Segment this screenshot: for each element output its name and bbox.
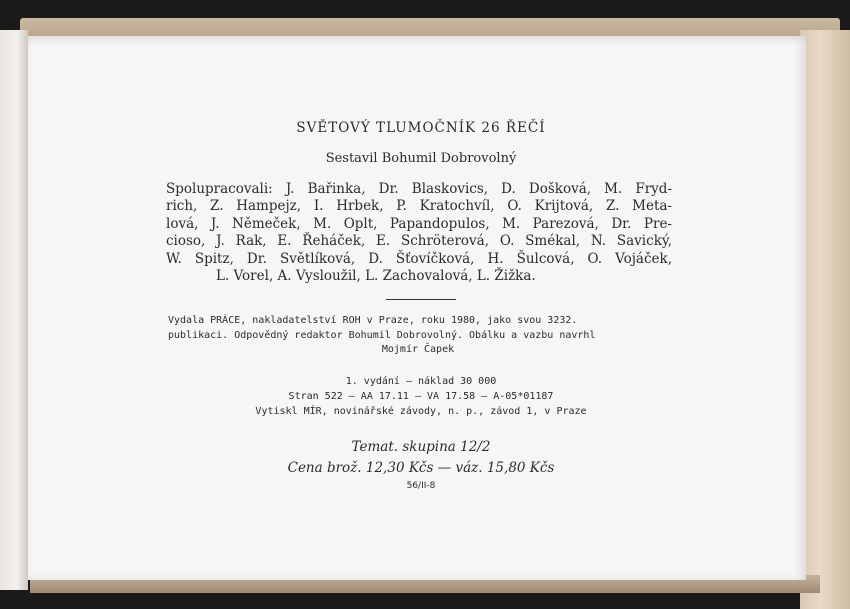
publisher-line: Vydala PRÁCE, nakladatelství ROH v Praze, roku 1980, jako svou 3232.	[168, 315, 578, 327]
edition-block	[166, 374, 676, 419]
thematic-group: Temat. skupina 12/2	[351, 438, 491, 455]
collaborators-line: Spolupracovali: J. Bařinka, Dr. Blaskovics, D. Došková, M. Fryd-	[166, 181, 672, 197]
imprint-content	[166, 110, 676, 491]
collaborators-block	[166, 181, 676, 285]
book-left-page-edge	[0, 30, 28, 590]
compiler-line: Sestavil Bohumil Dobrovolný	[325, 151, 517, 166]
publisher-line: Mojmír Čapek	[381, 344, 455, 356]
imprint-page	[28, 36, 806, 580]
edition-line: Stran 522 — AA 17.11 — VA 17.58 — A-05*01187	[288, 390, 554, 402]
collaborators-line: L. Vorel, A. Vysloužil, L. Zachovalová, L. Žižka.	[216, 268, 536, 285]
price-block	[166, 437, 676, 479]
book-title: SVĚTOVÝ TLUMOČNÍK 26 ŘEČÍ	[296, 120, 546, 136]
publisher-block	[166, 314, 676, 358]
collaborators-line: cioso, J. Rak, E. Řeháček, E. Schröterová, O. Smékal, N. Savický,	[166, 233, 672, 250]
price-line: Cena brož. 12,30 Kčs — váz. 15,80 Kčs	[287, 459, 555, 476]
collaborators-line: rich, Z. Hampejz, I. Hrbek, P. Kratochvíl, O. Krijtová, Z. Meta-	[166, 198, 672, 215]
edition-line: 1. vydání — náklad 30 000	[345, 375, 497, 387]
edition-line: Vytiskl MÍR, novinářské závody, n. p., závod 1, v Praze	[255, 405, 587, 417]
collaborators-line: lová, J. Němeček, M. Oplt, Papandopulos, M. Parezová, Dr. Pre-	[166, 215, 672, 232]
divider-rule	[386, 299, 456, 300]
catalog-code: 56/II-8	[406, 480, 436, 491]
collaborators-line: W. Spitz, Dr. Světlíková, D. Šťovíčková, H. Šulcová, O. Vojáček,	[166, 250, 672, 267]
publisher-line: publikaci. Odpovědný redaktor Bohumil Dobrovolný. Obálku a vazbu navrhl	[168, 329, 596, 341]
book-right-cover	[800, 30, 850, 609]
